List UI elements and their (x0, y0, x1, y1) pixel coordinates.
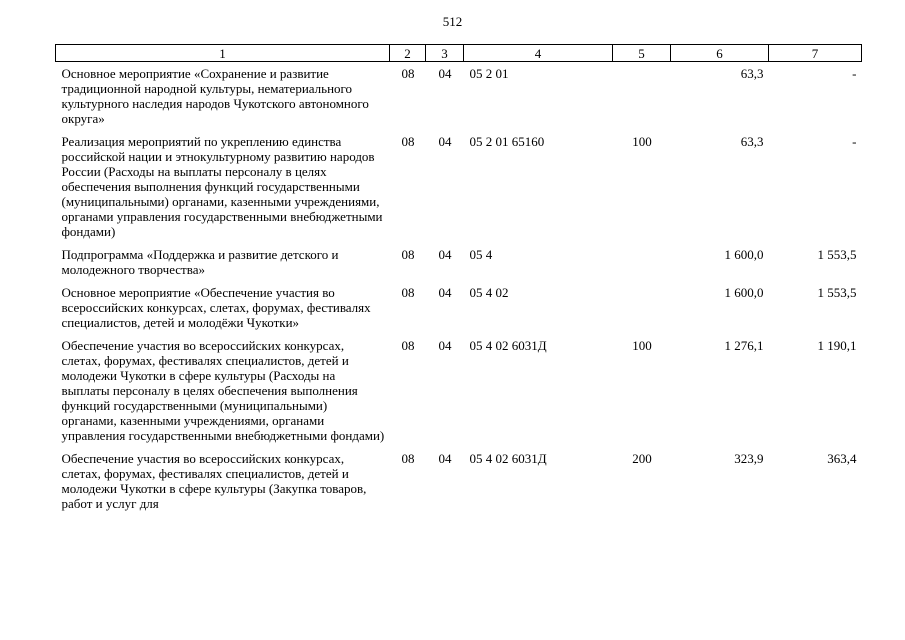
row-value-6: 63,3 (740, 134, 764, 149)
row-section: 08 (401, 285, 415, 300)
table-row (56, 243, 862, 281)
row-value-6: 323,9 (734, 451, 764, 466)
row-name: Обеспечение участия во всероссийских конкурсах, слетах, форумах, фестивалях специалистов, детей и молодежи Чукотки в сфере культуры (Расходы на выплаты персоналу в целях обеспечения выполнения функций государственными (муниципальными) органами, казенными учреждениями, органами управления государственными внебюджетными фондами) (61, 338, 385, 443)
row-section: 08 (401, 451, 415, 466)
header-col-3: 3 (426, 45, 464, 62)
table-header (56, 45, 862, 62)
budget-table (55, 44, 862, 515)
table-row (56, 447, 862, 515)
row-target-article: 05 2 01 65160 (469, 134, 545, 149)
row-section: 08 (401, 134, 415, 149)
row-subsection: 04 (438, 247, 452, 262)
row-expense-type (613, 243, 671, 281)
header-col-6: 6 (671, 45, 769, 62)
row-value-7: 1 553,5 (817, 247, 857, 262)
row-value-7: 1 553,5 (817, 285, 857, 300)
row-name: Обеспечение участия во всероссийских конкурсах, слетах, форумах, фестивалях специалистов, детей и молодежи Чукотки в сфере культуры (Закупка товаров, работ и услуг для (61, 451, 367, 511)
header-col-7: 7 (769, 45, 862, 62)
table-body (56, 62, 862, 516)
row-value-7: - (852, 134, 857, 149)
header-col-5: 5 (613, 45, 671, 62)
row-subsection: 04 (438, 66, 452, 81)
row-subsection: 04 (438, 451, 452, 466)
row-target-article: 05 4 (469, 247, 493, 262)
page-number: 512 (442, 14, 463, 29)
header-col-2: 2 (390, 45, 426, 62)
header-col-1: 1 (56, 45, 390, 62)
table-row (56, 334, 862, 447)
row-value-6: 1 600,0 (724, 285, 764, 300)
row-value-7: 1 190,1 (817, 338, 857, 353)
row-expense-type (613, 281, 671, 334)
table-row (56, 130, 862, 243)
row-name: Реализация мероприятий по укреплению единства российской нации и этнокультурному развитию народов России (Расходы на выплаты персоналу в целях обеспечения выполнения функций государственными (муниципальными) органами, казенными учреждениями, органами управления государственными внебюджетными фондами) (61, 134, 383, 239)
row-target-article: 05 4 02 6031Д (469, 338, 547, 353)
row-name: Основное мероприятие «Сохранение и развитие традиционной народной культуры, нематериального культурного наследия народов Чукотского автономного округа» (61, 66, 369, 126)
header-row (56, 45, 862, 62)
row-section: 08 (401, 338, 415, 353)
row-section: 08 (401, 66, 415, 81)
row-subsection: 04 (438, 338, 452, 353)
table-row (56, 281, 862, 334)
row-expense-type: 200 (632, 451, 652, 466)
row-value-6: 63,3 (740, 66, 764, 81)
row-value-6: 1 600,0 (724, 247, 764, 262)
row-subsection: 04 (438, 285, 452, 300)
row-value-6: 1 276,1 (724, 338, 764, 353)
row-subsection: 04 (438, 134, 452, 149)
row-expense-type (613, 62, 671, 131)
row-target-article: 05 4 02 6031Д (469, 451, 547, 466)
row-name: Основное мероприятие «Обеспечение участия во всероссийских конкурсах, слетах, форумах, фестивалях специалистов, детей и молодёжи Чукотки» (61, 285, 371, 330)
row-expense-type: 100 (632, 338, 652, 353)
row-section: 08 (401, 247, 415, 262)
row-target-article: 05 4 02 (469, 285, 509, 300)
table-row (56, 62, 862, 131)
row-target-article: 05 2 01 (469, 66, 509, 81)
row-value-7: 363,4 (827, 451, 857, 466)
row-name: Подпрограмма «Поддержка и развитие детского и молодежного творчества» (61, 247, 339, 277)
row-expense-type: 100 (632, 134, 652, 149)
header-col-4: 4 (464, 45, 613, 62)
row-value-7: - (852, 66, 857, 81)
